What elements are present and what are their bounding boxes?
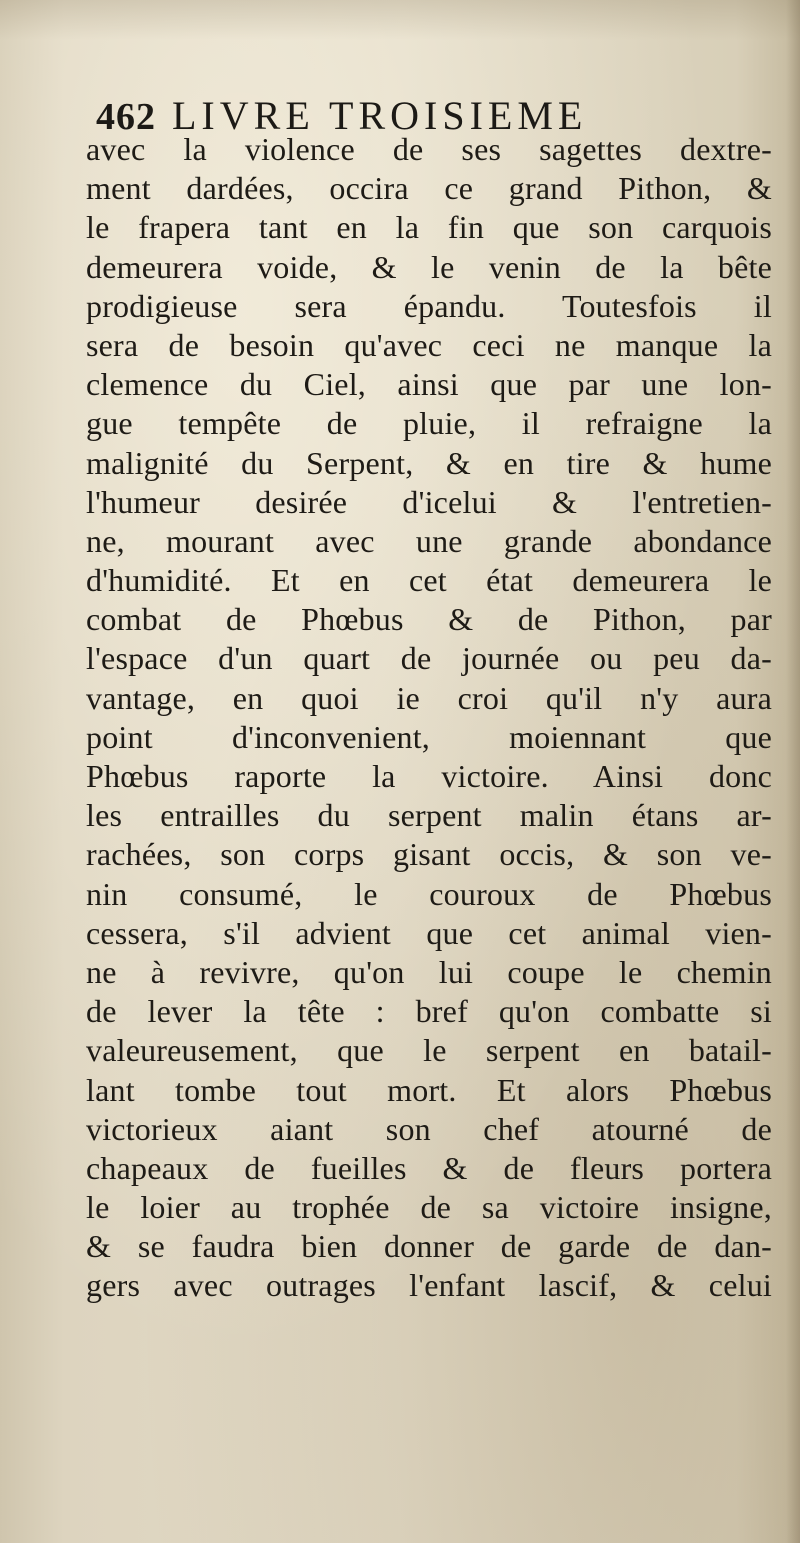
page-shadow-right [786,0,800,1543]
text-line: d'humidité. Et en cet état demeurera le [86,562,772,599]
text-line: lant tombe tout mort. Et alors Phœbus [86,1071,772,1108]
text-line: sera de besoin qu'avec ceci ne manque la [86,326,772,363]
text-line: cessera, s'il advient que cet animal vien- [86,914,772,951]
text-line: le frapera tant en la fin que son carquois [86,209,772,246]
text-line: clemence du Ciel, ainsi que par une lon- [86,366,772,403]
text-line: point d'inconvenient, moiennant que [86,718,772,755]
page-shadow-top [0,0,800,40]
text-line: gers avec outrages l'enfant lascif, & celui [86,1267,772,1304]
text-line: & se faudra bien donner de garde de dan- [86,1228,772,1265]
text-line: les entrailles du serpent malin étans ar- [86,797,772,834]
body-text [86,130,772,1306]
text-line: nin consumé, le couroux de Phœbus [86,875,772,912]
text-line: ne, mourant avec une grande abondance [86,522,772,559]
text-line: victorieux aiant son chef atourné de [86,1110,772,1147]
page-number: 462 [96,96,156,138]
text-line: gue tempête de pluie, il refraigne la [86,405,772,442]
running-title: LIVRE TROISIEME [172,93,588,138]
text-line: ne à revivre, qu'on lui coupe le chemin [86,953,772,990]
text-line: prodigieuse sera épandu. Toutesfois il [86,287,772,324]
text-line: chapeaux de fueilles & de fleurs portera [86,1149,772,1186]
text-line: avec la violence de ses sagettes dextre- [86,131,772,167]
text-line: ment dardées, occira ce grand Pithon, & [86,170,772,207]
text-line: rachées, son corps gisant occis, & son ve- [86,836,772,873]
text-line: demeurera voide, & le venin de la bête [86,248,772,285]
text-line: l'humeur desirée d'icelui & l'entretien- [86,483,772,520]
text-line: le loier au trophée de sa victoire insigne, [86,1189,772,1226]
text-line: vantage, en quoi ie croi qu'il n'y aura [86,679,772,716]
text-line: Phœbus raporte la victoire. Ainsi donc [86,758,772,794]
text-line: valeureusement, que le serpent en batail- [86,1032,772,1069]
text-line: de lever la tête : bref qu'on combatte si [86,993,772,1030]
text-line: combat de Phœbus & de Pithon, par [86,601,772,638]
text-line: l'espace d'un quart de journée ou peu da- [86,640,772,677]
text-line: malignité du Serpent, & en tire & hume [86,444,772,481]
